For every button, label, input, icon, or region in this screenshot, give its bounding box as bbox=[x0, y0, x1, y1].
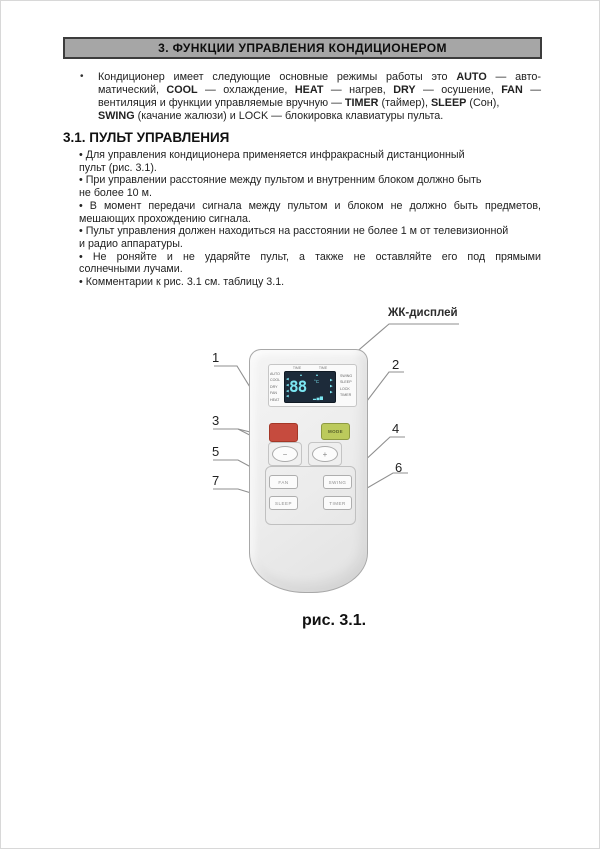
lcd-bezel bbox=[268, 364, 357, 407]
callout-2: 2 bbox=[392, 357, 400, 372]
bullet-line: • Не роняйте и не ударяйте пульт, а также не оставляйте его под прямыми bbox=[79, 250, 541, 263]
triangle-left-icon: ◀ bbox=[286, 388, 289, 393]
mode-keyword: TIMER bbox=[344, 97, 379, 109]
triangle-right-icon: ▶ bbox=[330, 384, 333, 388]
temp-down-button: − bbox=[272, 446, 298, 462]
power-button bbox=[269, 423, 298, 442]
callout-4: 4 bbox=[392, 421, 400, 436]
lcd-mini-label: SWING bbox=[340, 374, 353, 378]
lcd-mini-label: HEAT bbox=[270, 397, 280, 402]
mode-keyword: COOL bbox=[166, 84, 198, 96]
text-segment: (таймер), bbox=[378, 97, 431, 109]
triangle-up-icon: ▲ bbox=[315, 373, 319, 377]
triangle-left-icon: ◀ bbox=[286, 377, 289, 381]
text-segment: (качание жалюзи) и LOCK — блокировка клавиатуры пульта. bbox=[134, 110, 444, 122]
section-title: 3.1. ПУЛЬТ УПРАВЛЕНИЯ bbox=[63, 130, 230, 145]
remote-control-body bbox=[249, 349, 368, 593]
bullet-line: • Комментарии к рис. 3.1 см. таблицу 3.1. bbox=[79, 276, 285, 289]
fan-speed-bars-icon: ▂▄▆ bbox=[313, 395, 324, 400]
text-segment: — авто- bbox=[486, 71, 541, 83]
mode-button: MODE bbox=[321, 423, 350, 440]
triangle-left-icon: ◀ bbox=[286, 382, 289, 387]
triangle-left-icon: ◀ bbox=[286, 394, 289, 399]
mode-keyword: SWING bbox=[98, 110, 135, 122]
bullet-line: и радио аппаратуры. bbox=[79, 237, 183, 250]
callout-5: 5 bbox=[212, 444, 220, 459]
mode-keyword: DRY bbox=[393, 84, 416, 96]
lcd-mini-label: FAN bbox=[270, 391, 277, 396]
text-segment: — нагрев, bbox=[323, 84, 394, 96]
lcd-mini-label: COOL bbox=[270, 378, 281, 383]
mode-keyword: HEAT bbox=[294, 84, 324, 96]
temp-down-frame bbox=[268, 442, 302, 466]
temp-up-frame bbox=[308, 442, 342, 466]
text-segment: Кондиционер имеет следующие основные режимы работы это bbox=[98, 71, 457, 83]
fan-button: FAN bbox=[269, 475, 298, 489]
chapter-header bbox=[63, 37, 542, 59]
text-segment: (Сон), bbox=[466, 97, 500, 109]
lcd-mini-label: SLEEP bbox=[340, 380, 352, 385]
mode-keyword: AUTO bbox=[456, 71, 487, 83]
lcd-right-labels bbox=[340, 373, 357, 399]
lcd-temperature-digits: 88 bbox=[289, 377, 307, 396]
figure-caption: рис. 3.1. bbox=[301, 612, 367, 629]
text-segment: вентиляция и функции управляемые вручную — bbox=[98, 97, 345, 109]
bullet-line: • Пульт управления должен находиться на расстоянии не более 1 м от телевизионной bbox=[79, 225, 509, 238]
text-segment: матический, bbox=[98, 84, 167, 96]
triangle-right-icon: ▶ bbox=[330, 378, 333, 382]
intro-line bbox=[98, 71, 541, 84]
bullet-line: не более 10 м. bbox=[79, 187, 152, 200]
callout-6: 6 bbox=[395, 460, 403, 475]
intro-line bbox=[98, 97, 541, 110]
intro-lines bbox=[98, 71, 541, 123]
lcd-mini-label: LOCK bbox=[340, 386, 350, 391]
lcd-mini-label: TIME bbox=[292, 366, 302, 370]
temp-up-button: + bbox=[312, 446, 338, 462]
lcd-left-labels bbox=[270, 371, 283, 403]
callout-7: 7 bbox=[212, 473, 220, 488]
text-segment: — охлаждение, bbox=[197, 84, 295, 96]
intro-line bbox=[98, 110, 541, 123]
lcd-top-labels bbox=[284, 366, 336, 370]
chapter-title: 3. ФУНКЦИИ УПРАВЛЕНИЯ КОНДИЦИОНЕРОМ bbox=[158, 41, 447, 55]
mode-keyword: SLEEP bbox=[430, 97, 467, 109]
mode-keyword: FAN bbox=[501, 84, 523, 96]
swing-button: SWING bbox=[323, 475, 352, 489]
intro-paragraph bbox=[79, 71, 541, 123]
remote-diagram bbox=[1, 301, 600, 606]
triangle-right-icon: ▶ bbox=[330, 390, 333, 394]
lcd-mini-label: TIMER bbox=[340, 393, 352, 398]
bullet-line: • При управлении расстояние между пультом и внутренним блоком должно быть bbox=[79, 174, 482, 187]
sleep-button: SLEEP bbox=[269, 496, 298, 510]
bullet-marker: • bbox=[80, 71, 84, 82]
bullet-line: солнечными лучами. bbox=[79, 263, 183, 276]
lcd-display-label: ЖК-дисплей bbox=[388, 307, 458, 319]
text-segment: — осушение, bbox=[415, 84, 502, 96]
bullet-line: • В момент передачи сигнала между пультом и блоком не должно быть предметов, bbox=[79, 199, 541, 212]
bullet-list bbox=[79, 149, 541, 289]
bullet-line: мешающих прохождению сигнала. bbox=[79, 212, 251, 225]
timer-button: TIMER bbox=[323, 496, 352, 510]
lcd-right-marks-icon bbox=[330, 377, 333, 395]
lcd-display bbox=[284, 371, 336, 403]
callout-3: 3 bbox=[212, 413, 220, 428]
triangle-up-icon: ▲ bbox=[299, 373, 303, 377]
intro-line bbox=[98, 84, 541, 97]
lcd-mini-label: DRY bbox=[270, 384, 278, 389]
lcd-unit: °C bbox=[314, 379, 320, 384]
text-segment: — bbox=[522, 84, 542, 96]
lcd-mini-label: AUTO bbox=[270, 372, 280, 376]
bullet-line: пульт (рис. 3.1). bbox=[79, 161, 157, 174]
lcd-mini-label: TIME bbox=[318, 366, 328, 370]
callout-1: 1 bbox=[212, 350, 220, 365]
bullet-line: • Для управления кондиционера применяется инфракрасный дистанционный bbox=[79, 149, 465, 161]
